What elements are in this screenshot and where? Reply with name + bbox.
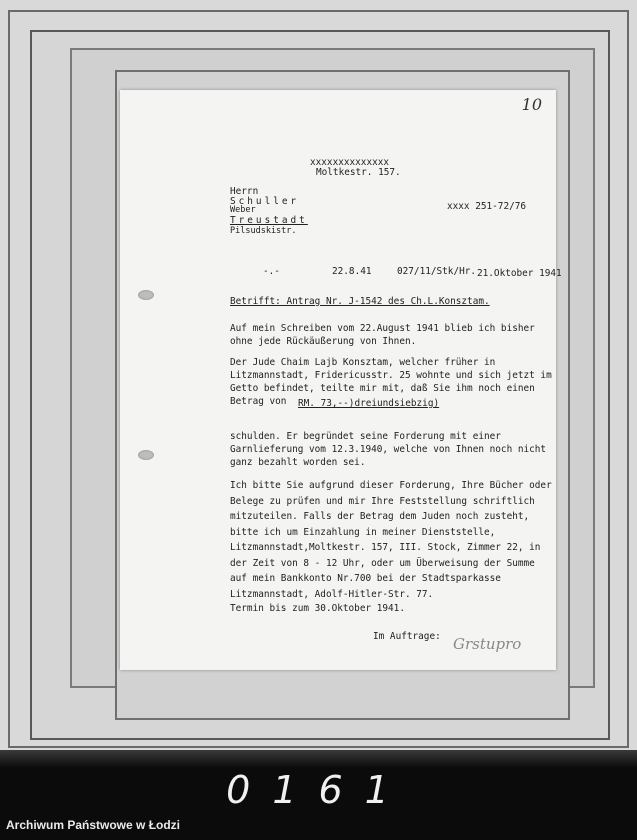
reference-dash: -.- <box>263 266 280 277</box>
paragraph-1: Auf mein Schreiben vom 22.August 1941 blieb ich bisher ohne jede Rückäußerung von Ihnen. <box>230 323 535 347</box>
recipient-name: Schuller <box>230 196 300 207</box>
deadline-text: Termin bis zum 30.Oktober 1941. <box>230 603 405 614</box>
recipient-city: Treustadt <box>230 215 308 226</box>
letter-date: 21.Oktober 1941 <box>477 268 562 279</box>
archive-label: Archiwum Państwowe w Łodzi <box>6 818 181 832</box>
page-number: 10 <box>521 95 542 114</box>
sender-line: xxxxxxxxxxxxxx <box>310 157 390 168</box>
film-strip-edge <box>0 750 637 768</box>
reference-code: xxxx 251-72/76 <box>447 201 527 212</box>
subject-line: Betrifft: Antrag Nr. J-1542 des Ch.L.Konsztam. <box>230 296 490 307</box>
signature: Grstupro <box>453 635 522 653</box>
recipient-profession: Weber <box>230 205 256 215</box>
amount-text: RM. 73,--)dreiundsiebzig) <box>298 398 440 409</box>
reference-date: 22.8.41 <box>332 266 372 277</box>
film-frame-number: 0161 <box>226 768 411 812</box>
punch-hole-bottom <box>138 450 154 460</box>
recipient-street: Pilsudskistr. <box>230 226 297 236</box>
sender-address: Moltkestr. 157. <box>316 167 401 178</box>
reference-number: 027/11/Stk/Hr. <box>397 266 477 277</box>
recipient-salutation: Herrn <box>230 186 259 197</box>
letter-page <box>120 90 562 670</box>
closing-text: Im Auftrage: <box>373 631 441 642</box>
paragraph-2: Der Jude Chaim Lajb Konsztam, welcher früher in Litzmannstadt, Fridericusstr. 25 wohnte und sich jetzt im Getto befindet, teilte mir mit, daß Sie ihm noch einen Betrag von <box>230 357 552 407</box>
paragraph-2-continued: schulden. Er begründet seine Forderung mit einer Garnlieferung vom 12.3.1940, welche von Ihnen noch nicht ganz bezahlt worden sei. <box>230 431 547 468</box>
paragraph-3: Ich bitte Sie aufgrund dieser Forderung, Ihre Bücher oder Belege zu prüfen und mir Ihre Feststellung schriftlich mitzuteilen. Falls der Betrag dem Juden noch zusteht, bitte ich um Einzahlung in meiner Dienststelle, Litzmannstadt,Moltkestr. 157, III. Stock, Zimmer 22, in der Zeit von 8 - 12 Uhr, oder um Überweisung der Summe auf mein Bankkonto Nr.700 bei der Stadtsparkasse Litzmannstadt, Adolf-Hitler-Str. 77. <box>230 480 552 600</box>
punch-hole-top <box>138 290 154 300</box>
